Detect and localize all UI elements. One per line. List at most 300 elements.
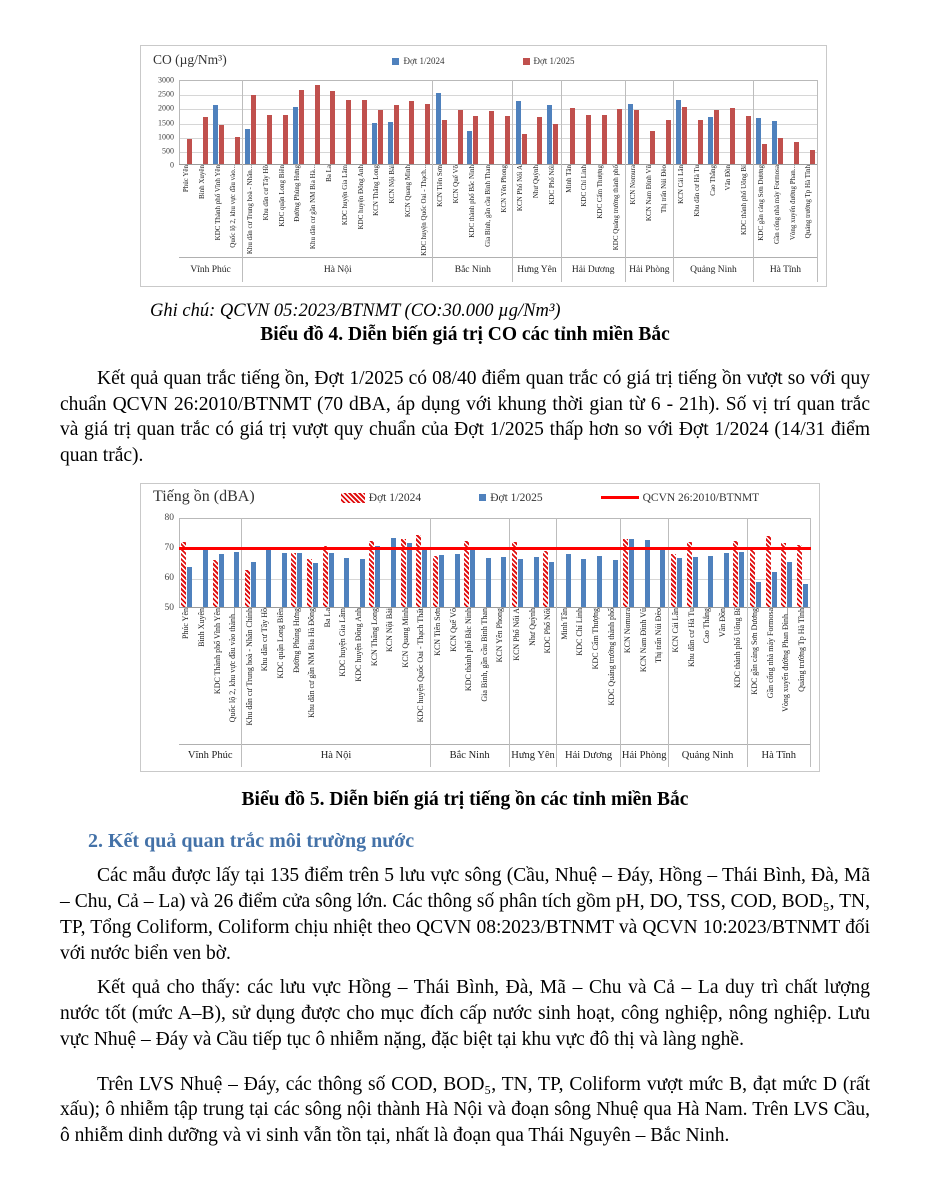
station-cell <box>210 518 226 607</box>
bar-v2025 <box>739 552 744 607</box>
x-axis-label: KDC thành phố Uông Bí <box>733 607 743 688</box>
station-cell <box>525 518 541 607</box>
x-axis-label: Gần cổng nhà máy Formosa <box>772 165 781 244</box>
x-label-cell <box>541 608 557 744</box>
province-group <box>626 80 674 282</box>
x-label-cell <box>352 608 368 744</box>
y-axis-tick-label: 60 <box>164 572 174 583</box>
bars-area <box>748 518 810 608</box>
bar-v2024 <box>436 93 441 164</box>
station-cell <box>385 80 401 164</box>
x-label-cell <box>305 608 321 744</box>
section-heading-water: 2. Kết quả quan trắc môi trường nước <box>88 830 415 853</box>
province-group <box>621 518 669 767</box>
province-group-label: Hà Nội <box>243 257 432 282</box>
bar-v2024 <box>708 117 713 164</box>
x-label-cell <box>195 608 211 744</box>
x-axis-label: KCN Thăng Long <box>372 165 381 216</box>
x-axis-label: KCN Yên Phong <box>495 607 505 663</box>
bar-v2025 <box>315 85 320 164</box>
station-cell <box>763 518 779 607</box>
station-cell <box>354 80 370 164</box>
co-chart-header <box>149 52 818 76</box>
x-axis-labels <box>431 608 509 744</box>
bar-v2025 <box>362 100 367 164</box>
x-label-cell <box>431 608 447 744</box>
x-label-cell <box>338 165 354 257</box>
station-cell <box>226 80 242 164</box>
province-group-label: Hà Tĩnh <box>754 257 817 282</box>
x-axis-label: KDC gần cảng Sơn Dương <box>756 165 765 241</box>
bar-v2025 <box>299 90 304 164</box>
station-cell <box>715 518 731 607</box>
bars-area <box>754 80 817 165</box>
bars-area <box>243 80 432 165</box>
station-cell <box>604 518 620 607</box>
x-axis-labels <box>754 165 817 257</box>
x-axis-label: Vân Đồn <box>717 607 727 638</box>
y-axis-tick-label: 2500 <box>158 89 174 99</box>
x-label-cell <box>258 608 274 744</box>
x-label-cell <box>481 165 497 257</box>
x-axis-label: Đường Phùng Hưng <box>291 607 301 673</box>
station-cell <box>449 80 465 164</box>
station-cell <box>731 518 747 607</box>
x-label-cell <box>721 165 737 257</box>
x-axis-labels <box>674 165 753 257</box>
x-axis-label: KDC Chí Linh <box>575 607 585 656</box>
station-cell <box>367 518 383 607</box>
x-axis-label: Khu dân cư Hà Tu <box>686 607 696 667</box>
legend-label: Đợt 1/2025 <box>533 56 575 66</box>
bar-v2024 <box>372 123 377 164</box>
bar-v2024 <box>733 541 738 607</box>
station-cell <box>369 80 385 164</box>
noise-chart-figure <box>140 483 820 772</box>
x-label-cell <box>367 608 383 744</box>
station-cell <box>641 80 657 164</box>
x-label-cell <box>290 165 306 257</box>
bar-v2024 <box>676 100 681 164</box>
station-cell <box>320 518 336 607</box>
x-axis-label: KDC Phố Nối <box>547 165 556 205</box>
station-cell <box>779 518 795 607</box>
bars-area <box>510 518 557 608</box>
station-cell <box>493 518 509 607</box>
station-cell <box>562 80 578 164</box>
x-label-cell <box>510 608 526 744</box>
x-axis-label: Minh Tân <box>564 165 573 193</box>
x-label-cell <box>604 608 620 744</box>
bar-v2025 <box>724 553 729 607</box>
noise-chart-legend <box>299 492 801 504</box>
bar-v2024 <box>671 554 676 607</box>
x-axis-label: KDC thành phố Bắc Ninh <box>468 165 476 238</box>
x-label-cell <box>657 165 673 257</box>
color-swatch-icon <box>392 58 399 65</box>
x-axis-label: Ba La <box>325 165 334 182</box>
paragraph-water-pollution: Trên LVS Nhuệ – Đáy, các thông số COD, BOD₅, TN, TP, Coliform vượt mức B, đạt mức D (rất xấu); ô nhiễm tập trung tại các sông nội thành Hà Nội và đoạn sông Nhuệ qua Hà Nam. Trên LVS Cầu, ô nhiễm dinh dưỡng và vi sinh vẫn tồn tại, nhất là đoạn qua Thái Nguyên – Bắc Ninh. <box>60 1073 870 1147</box>
station-cell <box>609 80 625 164</box>
station-cell <box>652 518 668 607</box>
station-cell <box>446 518 462 607</box>
station-cell <box>401 80 417 164</box>
station-cell <box>305 518 321 607</box>
x-axis-label: KCN Thăng Long <box>369 607 379 667</box>
station-cell <box>721 80 737 164</box>
x-label-cell <box>398 608 414 744</box>
bars-area <box>433 80 512 165</box>
station-cell <box>589 518 605 607</box>
x-label-cell <box>385 165 401 257</box>
x-axis-labels <box>179 608 241 744</box>
x-axis-label: KDC huyện Đông Anh <box>353 607 363 682</box>
x-axis-label: Gia Bình, gần cầu Bình Than <box>479 607 489 702</box>
bar-v2024 <box>512 542 517 607</box>
x-label-cell <box>513 165 529 257</box>
province-group <box>243 80 433 282</box>
bars-area <box>431 518 509 608</box>
color-swatch-icon <box>479 494 486 501</box>
x-axis-label: Bình Xuyên <box>197 165 206 200</box>
bar-v2025 <box>297 553 302 607</box>
x-label-cell <box>669 608 685 744</box>
bar-v2025 <box>746 116 751 164</box>
province-group-label: Quảng Ninh <box>669 744 747 767</box>
chart5-caption: Biểu đồ 5. Diễn biến giá trị tiếng ồn các tỉnh miền Bắc <box>241 788 689 810</box>
station-cell <box>195 80 211 164</box>
station-cell <box>211 80 227 164</box>
bar-v2025 <box>378 110 383 164</box>
legend-label: Đợt 1/2024 <box>368 491 422 504</box>
x-label-cell <box>545 165 561 257</box>
x-axis-label: KCN Cái Lân <box>671 607 680 653</box>
station-cell <box>626 80 642 164</box>
province-group-label: Hải Phòng <box>626 257 673 282</box>
bar-v2025 <box>409 101 414 164</box>
station-cell <box>541 518 557 607</box>
bar-v2025 <box>634 110 639 164</box>
bar-v2025 <box>586 115 591 164</box>
x-label-cell <box>626 165 642 257</box>
x-label-cell <box>715 608 731 744</box>
bar-v2025 <box>235 137 240 164</box>
station-cell <box>322 80 338 164</box>
station-cell <box>243 80 259 164</box>
x-axis-label: Phúc Yên <box>181 607 191 639</box>
x-label-cell <box>641 165 657 257</box>
x-axis-label: KDC huyện Quốc Oai - Thạch Thất <box>416 607 426 723</box>
station-cell <box>513 80 529 164</box>
bar-v2025 <box>505 116 510 164</box>
bars-area <box>626 80 673 165</box>
bar-v2025 <box>714 110 719 164</box>
province-group <box>748 518 811 767</box>
x-axis-label: KDC Cẩm Thượng <box>591 607 601 670</box>
bar-v2025 <box>219 125 224 164</box>
bar-v2024 <box>797 545 802 607</box>
bar-v2025 <box>203 117 208 164</box>
x-axis-label: KCN Quang Minh <box>403 165 412 218</box>
bar-v2025 <box>613 560 618 607</box>
hatch-swatch-icon <box>341 493 365 503</box>
bar-v2024 <box>293 107 298 164</box>
x-axis-labels <box>513 165 560 257</box>
station-cell <box>290 80 306 164</box>
x-axis-label: Ba La <box>322 607 332 628</box>
bar-v2025 <box>682 107 687 164</box>
x-axis-label: KCN Nội Bài <box>388 165 397 204</box>
bar-v2025 <box>553 124 558 164</box>
bar-v2025 <box>486 558 491 607</box>
bar-v2025 <box>602 115 607 164</box>
x-axis-label: KCN Tiên Sơn <box>433 607 442 656</box>
province-group <box>754 80 818 282</box>
x-axis-label: Minh Tân <box>559 607 569 640</box>
noise-y-axis <box>149 512 179 613</box>
x-label-cell <box>414 608 430 744</box>
station-cell <box>529 80 545 164</box>
x-label-cell <box>179 165 195 257</box>
chart4-note: Ghi chú: QCVN 05:2023/BTNMT (CO:30.000 µg/Nm³) <box>150 301 561 321</box>
x-axis-label: KDC Cẩm Thượng <box>596 165 605 219</box>
bar-v2025 <box>660 549 665 607</box>
x-label-cell <box>259 165 275 257</box>
province-group <box>557 518 620 767</box>
x-label-cell <box>577 165 593 257</box>
noise-plot-area <box>179 518 811 767</box>
station-cell <box>242 518 258 607</box>
province-group <box>674 80 754 282</box>
x-label-cell <box>306 165 322 257</box>
co-plot-area <box>179 80 818 282</box>
bar-v2025 <box>570 108 575 164</box>
station-cell <box>259 80 275 164</box>
x-label-cell <box>322 165 338 257</box>
x-label-cell <box>210 608 226 744</box>
province-group-label: Hà Tĩnh <box>748 744 810 767</box>
x-axis-label: Khu dân cư Tây Hồ <box>261 165 270 221</box>
x-label-cell <box>274 608 290 744</box>
bar-v2024 <box>687 542 692 607</box>
x-label-cell <box>748 608 764 744</box>
bar-v2024 <box>543 551 548 607</box>
bar-v2025 <box>501 557 506 607</box>
province-group-label: Quảng Ninh <box>674 257 753 282</box>
province-group <box>562 80 626 282</box>
noise-chart-body <box>149 512 811 767</box>
bar-v2025 <box>772 572 777 607</box>
station-cell <box>195 518 211 607</box>
bars-area <box>557 518 619 608</box>
bar-v2025 <box>458 110 463 164</box>
x-axis-label: KDC Chí Linh <box>580 165 589 207</box>
x-axis-label: KCN Nam Đình Vũ <box>638 607 648 673</box>
bar-v2025 <box>234 552 239 607</box>
x-label-cell <box>684 608 700 744</box>
bar-v2025 <box>708 556 713 607</box>
x-label-cell <box>354 165 370 257</box>
x-axis-label: KCN Nội Bài <box>385 607 395 652</box>
bar-v2025 <box>549 562 554 607</box>
legend-item <box>392 56 444 66</box>
x-axis-label: Khu dân cư Tây Hồ <box>260 607 270 672</box>
x-axis-label: Bình Xuyên <box>197 607 207 647</box>
station-cell <box>336 518 352 607</box>
bar-v2025 <box>470 547 475 607</box>
x-label-cell <box>779 608 795 744</box>
bar-v2024 <box>772 121 777 164</box>
station-cell <box>431 518 447 607</box>
station-cell <box>398 518 414 607</box>
x-axis-label: Gia Bình, gần cầu Bình Than <box>483 165 492 247</box>
x-axis-label: KCN Cái Lân <box>677 165 686 204</box>
bar-v2025 <box>522 134 527 164</box>
noise-chart-header <box>149 487 811 514</box>
province-group-label: Bắc Ninh <box>433 257 512 282</box>
bar-v2024 <box>307 559 312 607</box>
x-axis-label: Phúc Yên <box>182 165 191 193</box>
x-label-cell <box>609 165 625 257</box>
station-cell <box>289 518 305 607</box>
bar-v2025 <box>251 95 256 164</box>
province-group-label: Hà Nội <box>242 744 429 767</box>
bar-v2025 <box>330 91 335 164</box>
x-label-cell <box>529 165 545 257</box>
station-cell <box>621 518 637 607</box>
line-swatch-icon <box>601 496 639 499</box>
bar-v2025 <box>407 543 412 607</box>
bar-v2025 <box>422 548 427 607</box>
bar-v2024 <box>369 541 374 607</box>
paragraph-water-sampling: Các mẫu được lấy tại 135 điểm trên 5 lưu vực sông (Cầu, Nhuệ – Đáy, Hồng – Thái Bình, Đà, Mã – Chu, Cả – La) và 26 điểm cửa sông lớn. Các thông số phân tích gồm pH, DO, TSS, COD, BOD₅, TN, TP, Tổng Coliform, Coliform chịu nhiệt theo QCVN 08:2023/BTNMT và QCVN 10:2023/BTNMT đối với nước biển ven bờ. <box>60 865 870 964</box>
bar-v2025 <box>442 120 447 164</box>
bar-v2025 <box>617 109 622 164</box>
station-cell <box>557 518 573 607</box>
x-label-cell <box>652 608 668 744</box>
y-axis-tick-label: 80 <box>164 512 174 523</box>
x-label-cell <box>737 165 753 257</box>
x-label-cell <box>593 165 609 257</box>
x-axis-label: KCN Yên Phong <box>499 165 508 213</box>
station-cell <box>306 80 322 164</box>
bar-v2025 <box>698 120 703 164</box>
x-axis-label: KCN Nomura <box>628 165 637 205</box>
bar-v2025 <box>439 555 444 607</box>
province-group <box>242 518 430 767</box>
station-cell <box>477 518 493 607</box>
station-cell <box>462 518 478 607</box>
x-label-cell <box>731 608 747 744</box>
bar-v2025 <box>187 567 192 607</box>
bar-v2025 <box>251 562 256 607</box>
x-axis-label: Vòng xuyến đường Phan... <box>788 165 797 241</box>
bar-v2025 <box>329 553 334 607</box>
x-axis-label: KDC huyện Gia Lâm <box>340 165 349 226</box>
x-axis-labels <box>242 608 429 744</box>
bar-v2025 <box>666 120 671 164</box>
bar-v2025 <box>282 553 287 607</box>
x-axis-label: Cao Thắng <box>708 165 717 196</box>
co-chart-body <box>149 75 818 282</box>
x-axis-label: KCN Tiên Sơn <box>436 165 445 207</box>
province-group <box>510 518 558 767</box>
bar-v2025 <box>677 558 682 607</box>
bar-v2025 <box>581 559 586 607</box>
x-label-cell <box>801 165 817 257</box>
province-group <box>513 80 561 282</box>
x-axis-label: KDC Thành phố Vĩnh Yên <box>212 607 222 695</box>
x-label-cell <box>477 608 493 744</box>
x-axis-label: Đường Phùng Hưng <box>293 165 302 222</box>
province-group-label: Hưng Yên <box>513 257 560 282</box>
station-cell <box>593 80 609 164</box>
bar-v2024 <box>213 105 218 164</box>
station-cell <box>785 80 801 164</box>
bar-v2025 <box>360 559 365 607</box>
legend-label: Đợt 1/2024 <box>403 56 445 66</box>
x-label-cell <box>493 608 509 744</box>
province-group <box>179 518 242 767</box>
y-axis-tick-label: 0 <box>170 160 174 170</box>
x-axis-label: Thị trấn Núi Đèo <box>654 607 664 663</box>
x-axis-label: KCN Phố Nối A <box>516 165 525 212</box>
station-cell <box>770 80 786 164</box>
province-group <box>669 518 748 767</box>
co-chart-title: CO (µg/Nm³) <box>153 52 227 67</box>
x-axis-labels <box>557 608 619 744</box>
station-cell <box>674 80 690 164</box>
x-label-cell <box>621 608 637 744</box>
x-axis-label: Khu dân cư gần NM Bia Hà Đông <box>307 607 317 718</box>
x-axis-labels <box>433 165 512 257</box>
bar-v2024 <box>756 118 761 164</box>
bar-v2025 <box>566 554 571 607</box>
station-cell <box>497 80 513 164</box>
x-label-cell <box>275 165 291 257</box>
station-cell <box>737 80 753 164</box>
x-axis-label: KDC gần cảng Sơn Dương <box>750 607 760 695</box>
x-axis-label: KDC huyện Đông Anh <box>356 165 365 230</box>
y-axis-tick-label: 500 <box>162 146 174 156</box>
x-label-cell <box>562 165 578 257</box>
station-cell <box>417 80 433 164</box>
bar-v2024 <box>388 122 393 165</box>
station-cell <box>545 80 561 164</box>
x-axis-label: KCN Quế Võ <box>452 165 461 204</box>
bar-v2025 <box>219 554 224 607</box>
bar-v2024 <box>433 556 438 607</box>
x-axis-label: Vòng xuyến đường Phan Đình... <box>781 607 791 712</box>
paragraph-water-results: Kết quả cho thấy: các lưu vực Hồng – Thái Bình, Đà, Mã – Chu và Cả – La duy trì chất lượng nước tốt (mức A–B), sử dụng được cho mục đích cấp nước sinh hoạt, công nghiệp, nông nghiệp. Lưu vực Nhuệ – Đáy và Cầu tiếp tục ô nhiễm nặng, đặc biệt tại khu vực đô thị và làng nghề. <box>60 977 870 1050</box>
bar-v2024 <box>628 104 633 164</box>
province-group <box>433 80 513 282</box>
station-cell <box>748 518 764 607</box>
x-axis-label: KDC quận Long Biên <box>275 607 285 679</box>
x-axis-label: Quốc lộ 2, khu vực đầu vào... <box>229 165 238 248</box>
x-label-cell <box>770 165 786 257</box>
station-cell <box>754 80 770 164</box>
x-axis-labels <box>626 165 673 257</box>
bar-v2025 <box>810 150 815 164</box>
station-cell <box>352 518 368 607</box>
x-label-cell <box>289 608 305 744</box>
province-group-label: Hưng Yên <box>510 744 557 767</box>
x-axis-label: KDC thành phố Uông Bí <box>740 165 749 235</box>
station-cell <box>275 80 291 164</box>
chart4-caption: Biểu đồ 4. Diễn biến giá trị CO các tỉnh miền Bắc <box>260 324 670 345</box>
x-axis-label: KCN Nomura <box>623 607 633 654</box>
